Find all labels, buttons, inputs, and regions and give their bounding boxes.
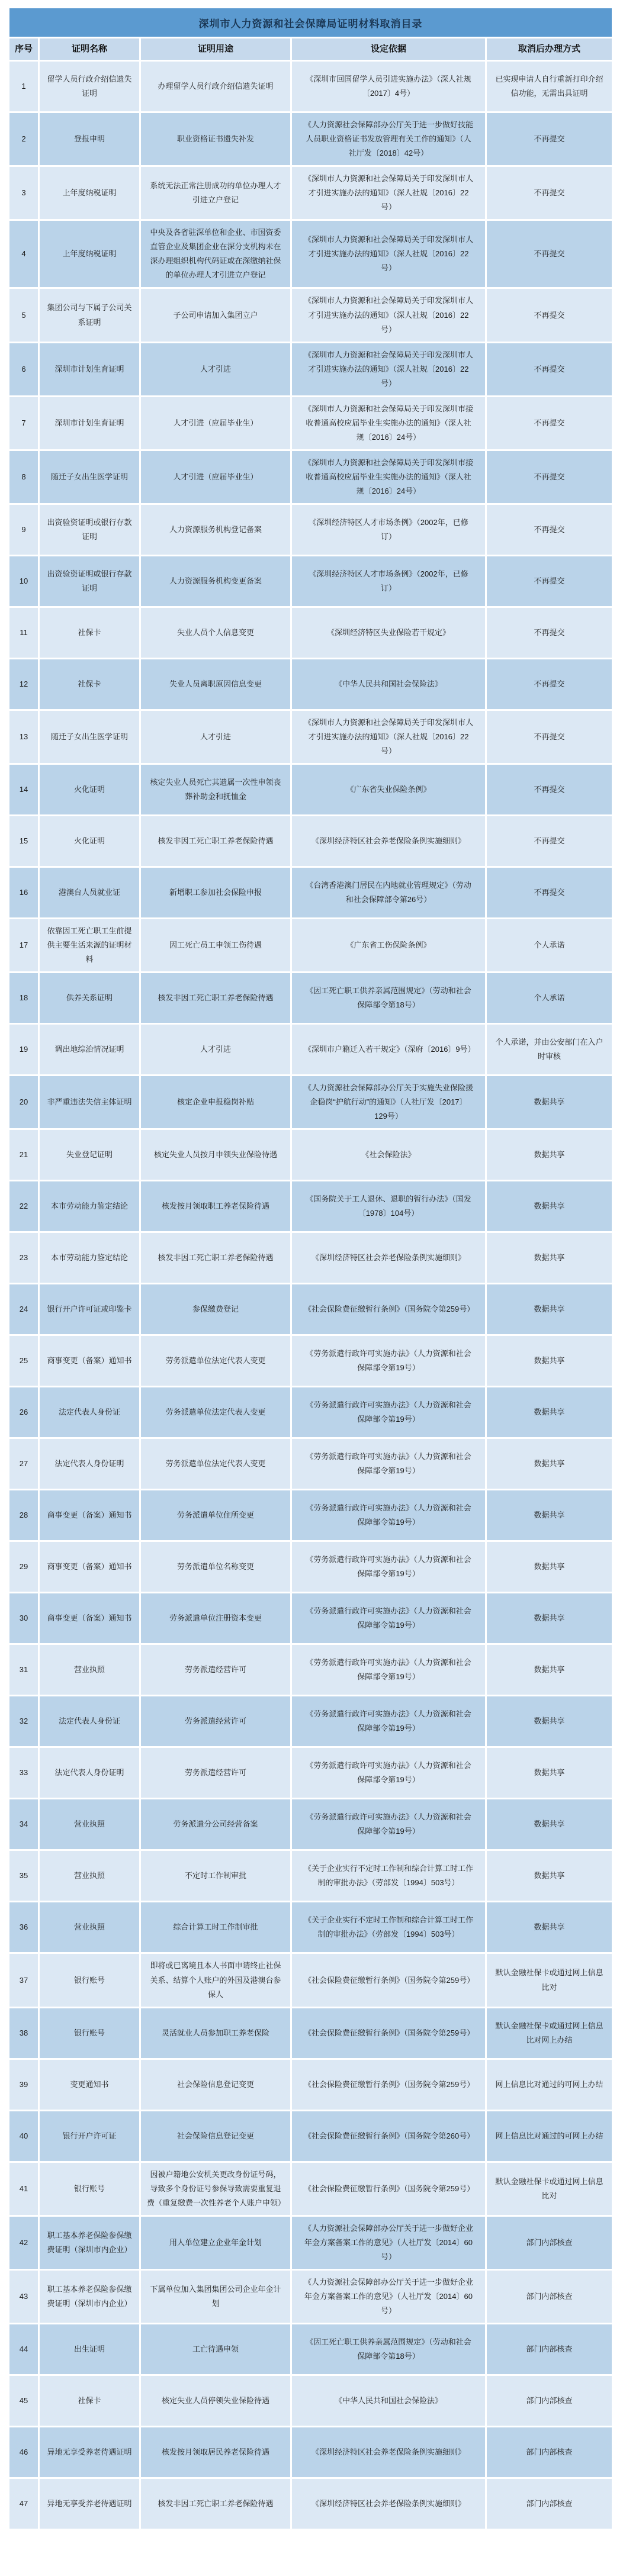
purpose-cell: 新增职工参加社会保险申报 bbox=[141, 868, 290, 917]
method-cell: 数据共享 bbox=[487, 1748, 612, 1798]
table-row bbox=[9, 868, 612, 917]
purpose-cell: 人力资源服务机构登记备案 bbox=[141, 505, 290, 555]
purpose-cell: 因工死亡员工申领工伤待遇 bbox=[141, 919, 290, 971]
purpose-cell: 因被户籍地公安机关更改身份证号码，导致多个身份证号参保导致需要重复退费（重复缴费一次性养老个人账户申领） bbox=[141, 2163, 290, 2215]
purpose-cell: 即将或已离境且本人书面申请终止社保关系、结算个人账户的外国及港澳台参保人 bbox=[141, 1954, 290, 2006]
table-row bbox=[9, 765, 612, 814]
method-cell: 不再提交 bbox=[487, 113, 612, 165]
method-cell: 部门内部核查 bbox=[487, 2376, 612, 2426]
row-number-cell: 37 bbox=[9, 1954, 38, 2006]
purpose-cell: 失业人员离职原因信息变更 bbox=[141, 659, 290, 709]
table-row bbox=[9, 973, 612, 1023]
table-row bbox=[9, 1076, 612, 1128]
purpose-cell: 不定时工作制审批 bbox=[141, 1851, 290, 1901]
cert-name-cell: 银行开户许可证或印鉴卡 bbox=[40, 1284, 139, 1334]
cert-name-cell: 法定代表人身份证明 bbox=[40, 1748, 139, 1798]
basis-cell: 《劳务派遣行政许可实施办法》（人力资源和社会保障部令第19号） bbox=[292, 1387, 485, 1437]
purpose-cell: 系统无法正常注册成功的单位办理人才引进立户登记 bbox=[141, 167, 290, 219]
table-header-row bbox=[9, 38, 612, 60]
cert-name-cell: 社保卡 bbox=[40, 2376, 139, 2426]
cert-name-cell: 职工基本养老保险参保缴费证明（深圳市内企业） bbox=[40, 2217, 139, 2269]
method-cell: 不再提交 bbox=[487, 167, 612, 219]
purpose-cell: 人才引进（应届毕业生） bbox=[141, 451, 290, 503]
basis-cell: 《劳务派遣行政许可实施办法》（人力资源和社会保障部令第19号） bbox=[292, 1748, 485, 1798]
basis-cell: 《劳务派遣行政许可实施办法》（人力资源和社会保障部令第19号） bbox=[292, 1799, 485, 1849]
table-row bbox=[9, 1954, 612, 2006]
table-row bbox=[9, 2163, 612, 2215]
method-cell: 数据共享 bbox=[487, 1696, 612, 1746]
method-cell: 不再提交 bbox=[487, 451, 612, 503]
purpose-cell: 用人单位建立企业年金计划 bbox=[141, 2217, 290, 2269]
purpose-cell: 劳务派遣经营许可 bbox=[141, 1748, 290, 1798]
table-row bbox=[9, 289, 612, 341]
basis-cell: 《劳务派遣行政许可实施办法》（人力资源和社会保障部令第19号） bbox=[292, 1593, 485, 1643]
row-number-cell: 21 bbox=[9, 1130, 38, 1180]
cert-name-cell: 上年度纳税证明 bbox=[40, 167, 139, 219]
basis-cell: 《劳务派遣行政许可实施办法》（人力资源和社会保障部令第19号） bbox=[292, 1439, 485, 1489]
row-number-cell: 15 bbox=[9, 816, 38, 866]
cert-name-cell: 营业执照 bbox=[40, 1902, 139, 1952]
table-row bbox=[9, 167, 612, 219]
cert-name-cell: 法定代表人身份证明 bbox=[40, 1439, 139, 1489]
method-cell: 部门内部核查 bbox=[487, 2427, 612, 2477]
row-number-cell: 34 bbox=[9, 1799, 38, 1849]
basis-cell: 《社会保险费征缴暂行条例》（国务院令第259号） bbox=[292, 2163, 485, 2215]
purpose-cell: 核发按月领取职工养老保险待遇 bbox=[141, 1181, 290, 1231]
purpose-cell: 人才引进 bbox=[141, 343, 290, 395]
cert-name-cell: 异地无享受养老待遇证明 bbox=[40, 2427, 139, 2477]
row-number-cell: 17 bbox=[9, 919, 38, 971]
cert-name-cell: 银行账号 bbox=[40, 1954, 139, 2006]
purpose-cell: 子公司申请加入集团立户 bbox=[141, 289, 290, 341]
method-cell: 数据共享 bbox=[487, 1851, 612, 1901]
method-cell: 数据共享 bbox=[487, 1284, 612, 1334]
cert-name-cell: 集团公司与下属子公司关系证明 bbox=[40, 289, 139, 341]
purpose-cell: 社会保险信息登记变更 bbox=[141, 2060, 290, 2110]
method-cell: 个人承诺，并由公安部门在入户时审核 bbox=[487, 1025, 612, 1074]
cancellation-directory-table bbox=[9, 38, 612, 2529]
row-number-cell: 12 bbox=[9, 659, 38, 709]
table-row bbox=[9, 1748, 612, 1798]
cert-name-cell: 商事变更（备案）通知书 bbox=[40, 1593, 139, 1643]
table-row bbox=[9, 1284, 612, 1334]
purpose-cell: 核发非因工死亡职工养老保险待遇 bbox=[141, 816, 290, 866]
row-number-cell: 29 bbox=[9, 1542, 38, 1592]
table-row bbox=[9, 1490, 612, 1540]
method-cell: 网上信息比对通过的可网上办结 bbox=[487, 2111, 612, 2161]
basis-cell: 《劳务派遣行政许可实施办法》（人力资源和社会保障部令第19号） bbox=[292, 1336, 485, 1386]
table-row bbox=[9, 1851, 612, 1901]
table-row bbox=[9, 343, 612, 395]
purpose-cell: 劳务派遣单位法定代表人变更 bbox=[141, 1439, 290, 1489]
method-cell: 默认金融社保卡或通过网上信息比对网上办结 bbox=[487, 2008, 612, 2058]
method-cell: 网上信息比对通过的可网上办结 bbox=[487, 2060, 612, 2110]
cert-name-cell: 商事变更（备案）通知书 bbox=[40, 1542, 139, 1592]
basis-cell: 《社会保险费征缴暂行条例》（国务院令第259号） bbox=[292, 1954, 485, 2006]
method-cell: 数据共享 bbox=[487, 1645, 612, 1695]
cert-name-cell: 出生证明 bbox=[40, 2324, 139, 2374]
purpose-cell: 综合计算工时工作制审批 bbox=[141, 1902, 290, 1952]
row-number-cell: 41 bbox=[9, 2163, 38, 2215]
purpose-cell: 核定企业申报稳岗补贴 bbox=[141, 1076, 290, 1128]
method-cell: 部门内部核查 bbox=[487, 2479, 612, 2529]
method-cell: 默认金融社保卡或通过网上信息比对 bbox=[487, 1954, 612, 2006]
row-number-cell: 44 bbox=[9, 2324, 38, 2374]
basis-cell: 《深圳市人力资源和社会保障局关于印发深圳市接收普通高校应届毕业生实施办法的通知》（深人社规〔2016〕24号） bbox=[292, 397, 485, 449]
row-number-cell: 27 bbox=[9, 1439, 38, 1489]
method-cell: 不再提交 bbox=[487, 608, 612, 658]
method-cell: 数据共享 bbox=[487, 1233, 612, 1283]
purpose-cell: 核发非因工死亡职工养老保险待遇 bbox=[141, 1233, 290, 1283]
cert-name-cell: 银行账号 bbox=[40, 2163, 139, 2215]
basis-cell: 《广东省失业保险条例》 bbox=[292, 765, 485, 814]
cert-name-cell: 商事变更（备案）通知书 bbox=[40, 1336, 139, 1386]
purpose-cell: 劳务派遣单位法定代表人变更 bbox=[141, 1387, 290, 1437]
cert-name-cell: 商事变更（备案）通知书 bbox=[40, 1490, 139, 1540]
purpose-cell: 劳务派遣单位注册资本变更 bbox=[141, 1593, 290, 1643]
method-cell: 不再提交 bbox=[487, 505, 612, 555]
row-number-cell: 14 bbox=[9, 765, 38, 814]
method-cell: 数据共享 bbox=[487, 1387, 612, 1437]
cert-name-cell: 营业执照 bbox=[40, 1645, 139, 1695]
method-cell: 数据共享 bbox=[487, 1336, 612, 1386]
basis-cell: 《中华人民共和国社会保险法》 bbox=[292, 2376, 485, 2426]
table-row bbox=[9, 1542, 612, 1592]
row-number-cell: 4 bbox=[9, 221, 38, 287]
row-number-cell: 32 bbox=[9, 1696, 38, 1746]
purpose-cell: 人才引进 bbox=[141, 711, 290, 763]
purpose-cell: 人才引进 bbox=[141, 1025, 290, 1074]
basis-cell: 《深圳市户籍迁入若干规定》（深府〔2016〕9号） bbox=[292, 1025, 485, 1074]
method-cell: 不再提交 bbox=[487, 221, 612, 287]
table-row bbox=[9, 451, 612, 503]
purpose-cell: 参保缴费登记 bbox=[141, 1284, 290, 1334]
basis-cell: 《深圳市人力资源和社会保障局关于印发深圳市人才引进实施办法的通知》（深人社规〔2016〕22号） bbox=[292, 343, 485, 395]
method-cell: 不再提交 bbox=[487, 289, 612, 341]
table-row bbox=[9, 1025, 612, 1074]
method-cell: 已实现申请人自行重新打印介绍信功能，无需出具证明 bbox=[487, 62, 612, 111]
purpose-cell: 劳务派遣单位住所变更 bbox=[141, 1490, 290, 1540]
row-number-cell: 13 bbox=[9, 711, 38, 763]
column-header-method: 取消后办理方式 bbox=[487, 38, 612, 60]
cert-name-cell: 出资验资证明或银行存款证明 bbox=[40, 556, 139, 606]
purpose-cell: 核发非因工死亡职工养老保险待遇 bbox=[141, 973, 290, 1023]
table-row bbox=[9, 221, 612, 287]
cert-name-cell: 随迁子女出生医学证明 bbox=[40, 711, 139, 763]
method-cell: 不再提交 bbox=[487, 659, 612, 709]
table-row bbox=[9, 1799, 612, 1849]
method-cell: 数据共享 bbox=[487, 1799, 612, 1849]
method-cell: 默认金融社保卡或通过网上信息比对 bbox=[487, 2163, 612, 2215]
table-row bbox=[9, 2271, 612, 2323]
purpose-cell: 核发按月领取居民养老保险待遇 bbox=[141, 2427, 290, 2477]
basis-cell: 《关于企业实行不定时工作制和综合计算工时工作制的审批办法》（劳部发〔1994〕503号） bbox=[292, 1902, 485, 1952]
purpose-cell: 工亡待遇申领 bbox=[141, 2324, 290, 2374]
row-number-cell: 46 bbox=[9, 2427, 38, 2477]
table-row bbox=[9, 608, 612, 658]
basis-cell: 《深圳市人力资源和社会保障局关于印发深圳市人才引进实施办法的通知》（深人社规〔2016〕22号） bbox=[292, 289, 485, 341]
basis-cell: 《社会保险费征缴暂行条例》（国务院令第260号） bbox=[292, 2111, 485, 2161]
purpose-cell: 劳务派遣单位名称变更 bbox=[141, 1542, 290, 1592]
basis-cell: 《社会保险费征缴暂行条例》（国务院令第259号） bbox=[292, 2008, 485, 2058]
cert-name-cell: 深圳市计划生育证明 bbox=[40, 397, 139, 449]
basis-cell: 《关于企业实行不定时工作制和综合计算工时工作制的审批办法》（劳部发〔1994〕503号） bbox=[292, 1851, 485, 1901]
basis-cell: 《深圳经济特区人才市场条例》（2002年，已修订） bbox=[292, 505, 485, 555]
basis-cell: 《深圳经济特区社会养老保险条例实施细则》 bbox=[292, 2479, 485, 2529]
cert-name-cell: 银行开户许可证 bbox=[40, 2111, 139, 2161]
purpose-cell: 劳务派遣经营许可 bbox=[141, 1645, 290, 1695]
table-row bbox=[9, 2427, 612, 2477]
table-row bbox=[9, 919, 612, 971]
method-cell: 不再提交 bbox=[487, 816, 612, 866]
cert-name-cell: 火化证明 bbox=[40, 765, 139, 814]
purpose-cell: 社会保险信息登记变更 bbox=[141, 2111, 290, 2161]
basis-cell: 《人力资源社会保障部办公厅关于实施失业保险援企稳岗“护航行动”的通知》（人社厅发〔2017〕129号） bbox=[292, 1076, 485, 1128]
method-cell: 数据共享 bbox=[487, 1130, 612, 1180]
column-header-index: 序号 bbox=[9, 38, 38, 60]
table-row bbox=[9, 1645, 612, 1695]
cert-name-cell: 非严重违法失信主体证明 bbox=[40, 1076, 139, 1128]
purpose-cell: 中央及各省驻深单位和企业、市国资委直管企业及集团企业在深分支机构未在深办理组织机构代码证或在深缴纳社保的单位办理人才引进立户登记 bbox=[141, 221, 290, 287]
table-row bbox=[9, 113, 612, 165]
purpose-cell: 下属单位加入集团集团公司企业年金计划 bbox=[141, 2271, 290, 2323]
purpose-cell: 核定失业人员按月申领失业保险待遇 bbox=[141, 1130, 290, 1180]
method-cell: 部门内部核查 bbox=[487, 2217, 612, 2269]
row-number-cell: 28 bbox=[9, 1490, 38, 1540]
table-row bbox=[9, 1593, 612, 1643]
method-cell: 不再提交 bbox=[487, 868, 612, 917]
cert-name-cell: 变更通知书 bbox=[40, 2060, 139, 2110]
cert-name-cell: 营业执照 bbox=[40, 1851, 139, 1901]
table-row bbox=[9, 1387, 612, 1437]
basis-cell: 《劳务派遣行政许可实施办法》（人力资源和社会保障部令第19号） bbox=[292, 1542, 485, 1592]
row-number-cell: 23 bbox=[9, 1233, 38, 1283]
purpose-cell: 人才引进（应届毕业生） bbox=[141, 397, 290, 449]
cert-name-cell: 社保卡 bbox=[40, 608, 139, 658]
purpose-cell: 劳务派遣经营许可 bbox=[141, 1696, 290, 1746]
cert-name-cell: 失业登记证明 bbox=[40, 1130, 139, 1180]
table-row bbox=[9, 2111, 612, 2161]
row-number-cell: 30 bbox=[9, 1593, 38, 1643]
row-number-cell: 40 bbox=[9, 2111, 38, 2161]
purpose-cell: 灵活就业人员参加职工养老保险 bbox=[141, 2008, 290, 2058]
basis-cell: 《人力资源社会保障部办公厅关于进一步做好企业年金方案备案工作的意见》（人社厅发〔2014〕60号） bbox=[292, 2217, 485, 2269]
basis-cell: 《深圳经济特区失业保险若干规定》 bbox=[292, 608, 485, 658]
cert-name-cell: 供养关系证明 bbox=[40, 973, 139, 1023]
method-cell: 不再提交 bbox=[487, 711, 612, 763]
basis-cell: 《社会保险费征缴暂行条例》（国务院令第259号） bbox=[292, 2060, 485, 2110]
cert-name-cell: 营业执照 bbox=[40, 1799, 139, 1849]
cert-name-cell: 社保卡 bbox=[40, 659, 139, 709]
table-row bbox=[9, 2060, 612, 2110]
cert-name-cell: 本市劳动能力鉴定结论 bbox=[40, 1181, 139, 1231]
cert-name-cell: 依靠因工死亡职工生前提供主要生活来源的证明材料 bbox=[40, 919, 139, 971]
method-cell: 不再提交 bbox=[487, 765, 612, 814]
row-number-cell: 20 bbox=[9, 1076, 38, 1128]
row-number-cell: 38 bbox=[9, 2008, 38, 2058]
cert-name-cell: 异地无享受养老待遇证明 bbox=[40, 2479, 139, 2529]
purpose-cell: 劳务派遣分公司经营备案 bbox=[141, 1799, 290, 1849]
basis-cell: 《深圳市人力资源和社会保障局关于印发深圳市人才引进实施办法的通知》（深人社规〔2016〕22号） bbox=[292, 711, 485, 763]
purpose-cell: 职业资格证书遗失补发 bbox=[141, 113, 290, 165]
row-number-cell: 6 bbox=[9, 343, 38, 395]
row-number-cell: 43 bbox=[9, 2271, 38, 2323]
table-row bbox=[9, 1181, 612, 1231]
purpose-cell: 失业人员个人信息变更 bbox=[141, 608, 290, 658]
cert-name-cell: 随迁子女出生医学证明 bbox=[40, 451, 139, 503]
table-row bbox=[9, 1696, 612, 1746]
cert-name-cell: 深圳市计划生育证明 bbox=[40, 343, 139, 395]
cert-name-cell: 出资验资证明或银行存款证明 bbox=[40, 505, 139, 555]
basis-cell: 《劳务派遣行政许可实施办法》（人力资源和社会保障部令第19号） bbox=[292, 1490, 485, 1540]
row-number-cell: 36 bbox=[9, 1902, 38, 1952]
table-row bbox=[9, 711, 612, 763]
method-cell: 不再提交 bbox=[487, 397, 612, 449]
method-cell: 个人承诺 bbox=[487, 973, 612, 1023]
row-number-cell: 3 bbox=[9, 167, 38, 219]
row-number-cell: 7 bbox=[9, 397, 38, 449]
table-row bbox=[9, 62, 612, 111]
basis-cell: 《社会保险费征缴暂行条例》（国务院令第259号） bbox=[292, 1284, 485, 1334]
basis-cell: 《人力资源社会保障部办公厅关于进一步做好企业年金方案备案工作的意见》（人社厅发〔2014〕60号） bbox=[292, 2271, 485, 2323]
row-number-cell: 16 bbox=[9, 868, 38, 917]
basis-cell: 《劳务派遣行政许可实施办法》（人力资源和社会保障部令第19号） bbox=[292, 1645, 485, 1695]
cert-name-cell: 本市劳动能力鉴定结论 bbox=[40, 1233, 139, 1283]
basis-cell: 《台湾香港澳门居民在内地就业管理规定》（劳动和社会保障部令第26号） bbox=[292, 868, 485, 917]
cert-name-cell: 上年度纳税证明 bbox=[40, 221, 139, 287]
basis-cell: 《深圳经济特区人才市场条例》（2002年，已修订） bbox=[292, 556, 485, 606]
cert-name-cell: 银行账号 bbox=[40, 2008, 139, 2058]
row-number-cell: 8 bbox=[9, 451, 38, 503]
row-number-cell: 47 bbox=[9, 2479, 38, 2529]
basis-cell: 《中华人民共和国社会保险法》 bbox=[292, 659, 485, 709]
row-number-cell: 5 bbox=[9, 289, 38, 341]
method-cell: 数据共享 bbox=[487, 1902, 612, 1952]
table-row bbox=[9, 556, 612, 606]
row-number-cell: 25 bbox=[9, 1336, 38, 1386]
basis-cell: 《劳务派遣行政许可实施办法》（人力资源和社会保障部令第19号） bbox=[292, 1696, 485, 1746]
cert-name-cell: 火化证明 bbox=[40, 816, 139, 866]
purpose-cell: 核定失业人员死亡其遗属一次性申领丧葬补助金和抚恤金 bbox=[141, 765, 290, 814]
purpose-cell: 人力资源服务机构变更备案 bbox=[141, 556, 290, 606]
table-row bbox=[9, 397, 612, 449]
cert-name-cell: 登报申明 bbox=[40, 113, 139, 165]
row-number-cell: 24 bbox=[9, 1284, 38, 1334]
cert-name-cell: 法定代表人身份证 bbox=[40, 1696, 139, 1746]
method-cell: 数据共享 bbox=[487, 1593, 612, 1643]
row-number-cell: 18 bbox=[9, 973, 38, 1023]
cert-name-cell: 留学人员行政介绍信遗失证明 bbox=[40, 62, 139, 111]
column-header-basis: 设定依据 bbox=[292, 38, 485, 60]
cert-name-cell: 调出地综治情况证明 bbox=[40, 1025, 139, 1074]
method-cell: 数据共享 bbox=[487, 1439, 612, 1489]
basis-cell: 《广东省工伤保险条例》 bbox=[292, 919, 485, 971]
table-row bbox=[9, 2324, 612, 2374]
table-row bbox=[9, 1902, 612, 1952]
basis-cell: 《深圳市人力资源和社会保障局关于印发深圳市接收普通高校应届毕业生实施办法的通知》（深人社规〔2016〕24号） bbox=[292, 451, 485, 503]
row-number-cell: 2 bbox=[9, 113, 38, 165]
basis-cell: 《深圳经济特区社会养老保险条例实施细则》 bbox=[292, 816, 485, 866]
row-number-cell: 1 bbox=[9, 62, 38, 111]
table-row bbox=[9, 816, 612, 866]
document-title: 深圳市人力资源和社会保障局证明材料取消目录 bbox=[9, 8, 612, 37]
table-row bbox=[9, 2376, 612, 2426]
row-number-cell: 35 bbox=[9, 1851, 38, 1901]
basis-cell: 《深圳市人力资源和社会保障局关于印发深圳市人才引进实施办法的通知》（深人社规〔2016〕22号） bbox=[292, 221, 485, 287]
method-cell: 数据共享 bbox=[487, 1076, 612, 1128]
column-header-name: 证明名称 bbox=[40, 38, 139, 60]
purpose-cell: 核定失业人员停领失业保险待遇 bbox=[141, 2376, 290, 2426]
row-number-cell: 19 bbox=[9, 1025, 38, 1074]
method-cell: 数据共享 bbox=[487, 1490, 612, 1540]
column-header-use: 证明用途 bbox=[141, 38, 290, 60]
cert-name-cell: 职工基本养老保险参保缴费证明（深圳市内企业） bbox=[40, 2271, 139, 2323]
method-cell: 个人承诺 bbox=[487, 919, 612, 971]
table-row bbox=[9, 1336, 612, 1386]
table-row bbox=[9, 2008, 612, 2058]
row-number-cell: 39 bbox=[9, 2060, 38, 2110]
purpose-cell: 核发非因工死亡职工养老保险待遇 bbox=[141, 2479, 290, 2529]
cert-name-cell: 港澳台人员就业证 bbox=[40, 868, 139, 917]
row-number-cell: 45 bbox=[9, 2376, 38, 2426]
row-number-cell: 26 bbox=[9, 1387, 38, 1437]
row-number-cell: 31 bbox=[9, 1645, 38, 1695]
row-number-cell: 42 bbox=[9, 2217, 38, 2269]
table-row bbox=[9, 1439, 612, 1489]
purpose-cell: 办理留学人员行政介绍信遗失证明 bbox=[141, 62, 290, 111]
cert-name-cell: 法定代表人身份证 bbox=[40, 1387, 139, 1437]
method-cell: 部门内部核查 bbox=[487, 2271, 612, 2323]
purpose-cell: 劳务派遣单位法定代表人变更 bbox=[141, 1336, 290, 1386]
method-cell: 数据共享 bbox=[487, 1542, 612, 1592]
table-row bbox=[9, 2217, 612, 2269]
basis-cell: 《因工死亡职工供养亲属范围规定》（劳动和社会保障部令第18号） bbox=[292, 973, 485, 1023]
basis-cell: 《深圳经济特区社会养老保险条例实施细则》 bbox=[292, 1233, 485, 1283]
basis-cell: 《深圳经济特区社会养老保险条例实施细则》 bbox=[292, 2427, 485, 2477]
basis-cell: 《深圳市回国留学人员引进实施办法》（深人社规〔2017〕4号） bbox=[292, 62, 485, 111]
basis-cell: 《深圳市人力资源和社会保障局关于印发深圳市人才引进实施办法的通知》（深人社规〔2016〕22号） bbox=[292, 167, 485, 219]
table-row bbox=[9, 2479, 612, 2529]
row-number-cell: 10 bbox=[9, 556, 38, 606]
row-number-cell: 11 bbox=[9, 608, 38, 658]
method-cell: 部门内部核查 bbox=[487, 2324, 612, 2374]
row-number-cell: 22 bbox=[9, 1181, 38, 1231]
table-row bbox=[9, 1233, 612, 1283]
basis-cell: 《人力资源社会保障部办公厅关于进一步做好技能人员职业资格证书发放管理有关工作的通知》（人社厅发〔2018〕42号） bbox=[292, 113, 485, 165]
table-row bbox=[9, 659, 612, 709]
method-cell: 数据共享 bbox=[487, 1181, 612, 1231]
row-number-cell: 33 bbox=[9, 1748, 38, 1798]
basis-cell: 《社会保险法》 bbox=[292, 1130, 485, 1180]
basis-cell: 《因工死亡职工供养亲属范围规定》（劳动和社会保障部令第18号） bbox=[292, 2324, 485, 2374]
row-number-cell: 9 bbox=[9, 505, 38, 555]
table-row bbox=[9, 1130, 612, 1180]
basis-cell: 《国务院关于工人退休、退职的暂行办法》（国发〔1978〕104号） bbox=[292, 1181, 485, 1231]
table-row bbox=[9, 505, 612, 555]
method-cell: 不再提交 bbox=[487, 556, 612, 606]
method-cell: 不再提交 bbox=[487, 343, 612, 395]
